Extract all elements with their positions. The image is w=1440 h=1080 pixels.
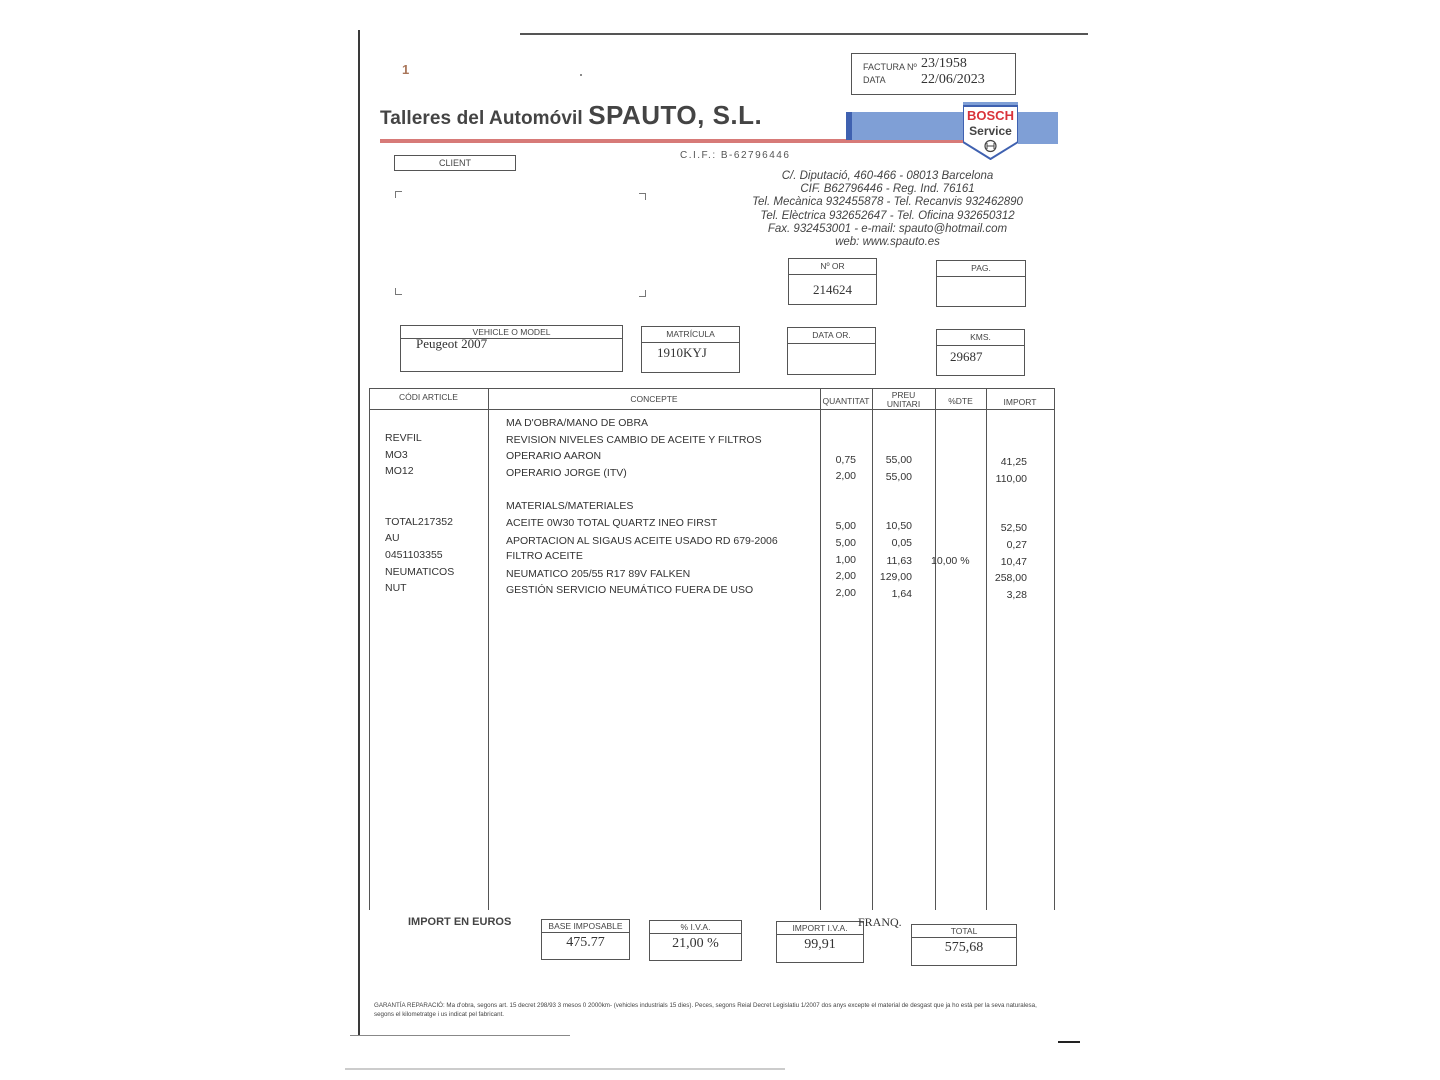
row-concept: OPERARIO AARON — [506, 450, 602, 462]
svg-text:BOSCH: BOSCH — [967, 108, 1014, 123]
column-header-concept: CONCEPTE — [630, 394, 678, 404]
order-number-label: Nº OR — [789, 259, 876, 275]
plate-value: 1910KYJ — [657, 345, 707, 360]
totals-label: IMPORT EN EUROS — [408, 916, 512, 928]
vehicle-model-label: VEHICLE O MODEL — [401, 326, 622, 339]
plate-label: MATRÍCULA — [642, 327, 739, 343]
row-concept: ACEITE 0W30 TOTAL QUARTZ INEO FIRST — [506, 517, 718, 529]
order-number-value: 214624 — [813, 282, 852, 297]
row-discount: 10,00 % — [931, 555, 970, 567]
table-col-border — [872, 388, 873, 910]
client-area-corner-tr — [639, 193, 646, 200]
row-quantity: 2,00 — [835, 570, 856, 582]
column-header-unit-price — [872, 391, 935, 409]
row-unit-price: 10,50 — [885, 520, 912, 532]
order-number-field — [788, 258, 877, 305]
order-date-label: DATA OR. — [788, 328, 875, 344]
row-quantity: 0,75 — [835, 454, 856, 466]
row-concept: APORTACION AL SIGAUS ACEITE USADO RD 679-2006 — [506, 535, 778, 547]
column-header-code: CÓDI ARTICLE — [399, 392, 458, 402]
scan-edge-line — [345, 1068, 785, 1070]
company-name — [380, 100, 762, 131]
row-code: MO3 — [385, 449, 408, 461]
bosch-shield-icon — [963, 102, 1018, 160]
unit-price-header-line2: UNITARI — [886, 399, 921, 409]
column-header-amount: IMPORT — [1003, 397, 1037, 407]
vehicle-model-field — [400, 325, 623, 372]
page-label: PAG. — [937, 261, 1025, 277]
company-cif: C.I.F.: B-62796446 — [680, 150, 791, 161]
row-quantity: 2,00 — [835, 587, 856, 599]
vat-rate-label: % I.V.A. — [650, 921, 741, 934]
row-amount: 110,00 — [995, 473, 1027, 485]
row-amount: 41,25 — [1000, 456, 1027, 468]
vat-amount-label: IMPORT I.V.A. — [777, 922, 863, 935]
row-amount: 10,47 — [1000, 556, 1027, 568]
bosch-service-logo — [963, 102, 1018, 160]
header-blue-bar-right — [1018, 112, 1058, 144]
kms-field — [936, 329, 1025, 376]
invoice-date: 22/06/2023 — [921, 72, 985, 87]
page-top-border — [520, 33, 1088, 35]
address-line: C/. Diputació, 460-466 - 08013 Barcelona — [781, 170, 994, 182]
row-code: NEUMATICOS — [385, 566, 455, 578]
unit-price-header-line1: PREU — [891, 390, 916, 400]
company-name-main: SPAUTO, S.L. — [588, 100, 763, 130]
total-label: TOTAL — [912, 925, 1016, 938]
address-line: CIF. B62796446 - Reg. Ind. 76161 — [800, 183, 975, 196]
row-concept: MATERIALS/MATERIALES — [506, 500, 634, 512]
svg-text:Service: Service — [969, 124, 1012, 138]
table-header-border — [369, 409, 1055, 410]
invoice-number-label: FACTURA Nº — [863, 62, 917, 72]
vat-rate-value: 21,00 % — [672, 936, 719, 951]
scan-dot — [580, 74, 582, 76]
company-name-prefix: Talleres del Automóvil — [380, 108, 583, 129]
row-code: TOTAL217352 — [385, 516, 453, 528]
taxable-base-label: BASE IMPOSABLE — [542, 920, 629, 933]
row-quantity: 2,00 — [835, 470, 856, 482]
invoice-date-label: DATA — [863, 75, 886, 85]
row-unit-price: 55,00 — [885, 454, 912, 466]
row-amount: 3,28 — [1006, 589, 1027, 601]
row-concept: OPERARIO JORGE (ITV) — [506, 467, 627, 479]
scan-mark — [1058, 1041, 1080, 1043]
company-address — [745, 170, 1030, 249]
vat-amount-box — [776, 921, 864, 963]
table-col-border — [935, 388, 936, 910]
row-unit-price: 0,05 — [891, 537, 912, 549]
row-unit-price: 55,00 — [885, 471, 912, 483]
warranty-note: GARANTÍA REPARACIÓ: Ma d'obra, segons art. 15 decret 298/93 3 mesos 0 2000km- (vehicles industrials 15 dies). Peces, segons Reial Decret Legislatiu 1/2007 dos anys excepte el material de desgast que ja ho està per la seva naturalesa, segons el kilometratge i us indicat pel fabricant. — [374, 1002, 1037, 1018]
address-line: Fax. 932453001 - e-mail: spauto@hotmail.com — [767, 222, 1008, 235]
invoice-number: 23/1958 — [921, 56, 967, 71]
vehicle-model-value: Peugeot 2007 — [416, 336, 488, 351]
invoice-number-box — [851, 53, 1016, 95]
address-line: web: www.spauto.es — [835, 236, 940, 249]
invoice-items-table — [369, 388, 1055, 910]
table-col-border — [1054, 388, 1055, 910]
row-quantity: 5,00 — [835, 520, 856, 532]
row-quantity: 1,00 — [835, 554, 856, 566]
row-amount: 258,00 — [994, 572, 1027, 584]
row-amount: 0,27 — [1006, 539, 1027, 551]
column-header-discount: %DTE — [948, 396, 973, 406]
vat-rate-box — [649, 920, 742, 961]
header-blue-bar — [846, 112, 969, 140]
row-code: NUT — [385, 582, 407, 594]
column-header-quantity: QUANTITAT — [822, 396, 870, 406]
table-col-border — [820, 388, 821, 910]
kms-label: KMS. — [937, 330, 1024, 346]
taxable-base-box — [541, 919, 630, 960]
franchise-label: FRANQ. — [858, 915, 902, 929]
row-unit-price: 1,64 — [891, 588, 912, 600]
row-concept: NEUMATICO 205/55 R17 89V FALKEN — [506, 568, 691, 580]
kms-value: 29687 — [950, 349, 983, 364]
plate-field — [641, 326, 740, 373]
page-marker: 1 — [402, 62, 410, 77]
row-concept: REVISION NIVELES CAMBIO DE ACEITE Y FILTROS — [506, 434, 762, 446]
row-concept: FILTRO ACEITE — [506, 550, 583, 562]
client-area-corner-br — [639, 290, 646, 297]
total-box — [911, 924, 1017, 966]
client-area-corner-bl — [395, 288, 402, 295]
vat-amount-value: 99,91 — [804, 937, 836, 952]
row-concept: GESTIÓN SERVICIO NEUMÁTICO FUERA DE USO — [506, 584, 754, 596]
client-label-box: CLIENT — [394, 155, 516, 171]
row-amount: 52,50 — [1000, 522, 1027, 534]
row-code: 0451103355 — [385, 549, 443, 561]
table-top-border — [369, 388, 1055, 389]
row-unit-price: 11,63 — [886, 555, 912, 567]
taxable-base-value: 475.77 — [566, 935, 605, 950]
row-code: MO12 — [385, 465, 414, 477]
row-quantity: 5,00 — [835, 537, 856, 549]
row-code: REVFIL — [385, 432, 422, 444]
table-col-border — [488, 388, 489, 910]
order-date-field — [787, 327, 876, 375]
row-concept: MA D'OBRA/MANO DE OBRA — [506, 417, 649, 429]
page-left-border — [358, 30, 360, 1035]
row-unit-price: 129,00 — [879, 571, 912, 583]
row-code: AU — [385, 532, 400, 544]
table-col-border — [369, 388, 370, 910]
address-line: Tel. Mecànica 932455878 - Tel. Recanvis 932462890 — [752, 196, 1023, 209]
client-area-corner-tl — [395, 191, 402, 198]
page-field — [936, 260, 1026, 307]
page-bottom-border — [350, 1035, 570, 1036]
address-line: Tel. Elèctrica 932652647 - Tel. Oficina 932650312 — [760, 209, 1015, 222]
total-value: 575,68 — [944, 940, 984, 955]
